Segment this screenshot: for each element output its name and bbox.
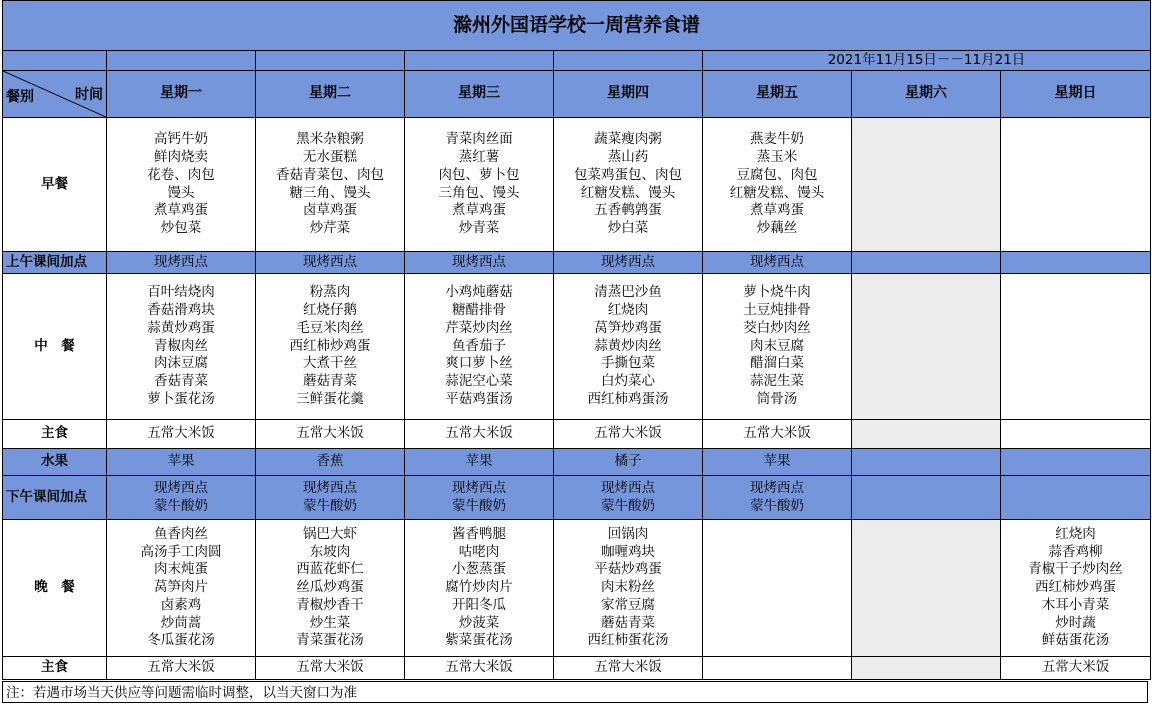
dish-item: 豆腐包、肉包 [736,166,818,183]
menu-cell: 五常大米饭 [256,420,405,449]
dish-item: 酱香鸭腿 [452,525,506,542]
dish-item: 肉末粉丝 [601,579,655,596]
day-header: 星期日 [1001,71,1151,118]
breakfast-row [3,118,1151,252]
empty-cell [852,118,1001,252]
menu-cell [405,520,554,657]
empty-cell [703,657,852,680]
dish-item: 煮草鸡蛋 [750,202,804,219]
menu-cell [1001,520,1151,657]
dish-item: 蒙牛酸奶 [750,497,804,514]
dish-item: 蒸红薯 [458,148,500,165]
dinner-staple-row [3,657,1151,680]
menu-cell [256,476,405,520]
dish-item: 莴笋肉片 [154,579,208,596]
dish-item: 现烤西点 [601,479,655,496]
menu-cell: 苹果 [405,449,554,476]
menu-cell [703,118,852,252]
dish-item: 紫菜蛋花汤 [445,632,513,649]
dish-item: 西红柿鸡蛋汤 [587,390,669,407]
dish-item: 红烧肉 [1055,525,1096,542]
meal-label: 晚 餐 [3,520,107,657]
menu-cell: 五常大米饭 [554,420,703,449]
empty-cell [1001,476,1151,520]
empty-cell [1001,252,1151,274]
dish-item: 卤素鸡 [160,596,202,613]
empty-cell [1001,420,1151,449]
dish-item: 炒白菜 [607,220,649,237]
dish-item: 红烧肉 [607,302,649,318]
dish-item: 平菇鸡蛋汤 [445,390,513,407]
menu-cell: 五常大米饭 [405,657,554,680]
dish-item: 冬瓜蛋花汤 [147,632,215,649]
dish-item: 包菜鸡蛋包、肉包 [574,166,682,183]
menu-title: 滁州外国语学校一周营养食谱 [3,1,1151,51]
menu-cell: 五常大米饭 [256,657,405,680]
dish-item: 青菜蛋花汤 [296,632,364,649]
day-header: 星期五 [703,71,852,118]
fruit-row [3,449,1151,476]
dish-item: 肉末豆腐 [750,337,804,354]
dish-item: 青椒干子炒肉丝 [1028,561,1123,578]
corner-time-label: 时间 [75,87,103,103]
dish-item: 鱼香茄子 [452,337,506,354]
menu-cell [107,476,256,520]
empty-cell [1001,449,1151,476]
dish-item: 粉蒸肉 [309,284,351,301]
dish-item: 清蒸巴沙鱼 [594,284,662,301]
dish-item: 百叶结烧肉 [147,284,215,301]
dish-item: 丝瓜炒鸡蛋 [296,579,364,596]
dish-item: 炒藕丝 [756,220,798,237]
dish-item: 无水蛋糕 [303,148,357,165]
dish-item: 蔬菜瘦肉粥 [594,131,662,148]
dish-item: 鲜菇蛋花汤 [1041,632,1110,649]
dish-item: 青椒肉丝 [154,337,208,354]
menu-cell: 现烤西点 [554,252,703,274]
menu-cell: 香蕉 [256,449,405,476]
morning-snack-row [3,252,1151,274]
dish-item: 小葱蒸蛋 [452,561,506,578]
menu-cell: 五常大米饭 [405,420,554,449]
dish-item: 红烧仔鹅 [303,302,357,318]
dish-item: 蒙牛酸奶 [303,497,357,514]
empty-cell [852,449,1001,476]
dish-item: 蒙牛酸奶 [154,497,208,514]
dish-item: 蒜泥生菜 [750,373,804,390]
dish-item: 肉沫豆腐 [154,355,208,372]
menu-cell [405,274,554,420]
day-header-row [3,71,1151,118]
menu-cell [703,274,852,420]
dish-item: 三角包、馒头 [438,184,520,201]
dish-item: 鲜肉烧卖 [154,148,208,165]
dish-item: 大煮干丝 [303,355,357,372]
dish-item: 红糖发糕、馒头 [729,184,825,201]
dish-item: 炒包菜 [160,220,202,237]
dish-item: 咕咾肉 [458,543,500,560]
empty-cell [852,520,1001,657]
menu-cell: 五常大米饭 [703,420,852,449]
dish-item: 糖醋排骨 [452,302,506,318]
dish-item: 现烤西点 [154,479,208,496]
dish-item: 现烤西点 [750,479,804,496]
dish-item: 炒茼蒿 [160,614,202,631]
dish-item: 青椒炒香干 [296,596,364,613]
dish-item: 红糖发糕、馒头 [580,184,676,201]
dish-item: 东坡肉 [309,543,351,560]
day-header: 星期二 [256,71,405,118]
meal-label: 中 餐 [3,274,107,420]
dish-item: 蒜黄炒鸡蛋 [147,319,215,336]
dish-item: 炒青菜 [458,220,500,237]
menu-cell [256,118,405,252]
footnote: 注：若遇市场当天供应等问题需临时调整，以当天窗口为准 [2,681,1148,703]
empty-cell [852,657,1001,680]
menu-sheet [2,0,1150,705]
meal-label: 水果 [3,449,107,476]
dish-item: 三鲜蛋花羹 [296,390,364,407]
menu-cell [405,118,554,252]
menu-cell: 五常大米饭 [554,657,703,680]
dish-item: 黑米杂粮粥 [296,131,364,148]
dish-item: 糖三角、馒头 [289,184,371,201]
dish-item: 莴笋炒鸡蛋 [594,319,662,336]
dish-item: 家常豆腐 [601,596,655,613]
menu-cell [554,118,703,252]
lunch-row [3,274,1151,420]
menu-cell: 现烤西点 [405,252,554,274]
menu-cell: 现烤西点 [107,252,256,274]
menu-cell: 五常大米饭 [107,657,256,680]
meal-label: 主食 [3,657,107,680]
menu-cell [554,274,703,420]
menu-cell: 五常大米饭 [1001,657,1151,680]
dish-item: 馒头 [167,184,195,201]
menu-cell: 苹果 [107,449,256,476]
dish-item: 蒜黄炒肉丝 [594,337,662,354]
meal-label: 主食 [3,420,107,449]
dish-item: 筒骨汤 [756,390,798,407]
dish-item: 木耳小青菜 [1041,596,1110,613]
corner-meal-label: 餐别 [6,89,34,106]
dish-item: 咖喱鸡块 [601,543,655,560]
menu-cell [405,476,554,520]
dish-item: 土豆炖排骨 [743,302,811,318]
menu-cell [107,520,256,657]
dish-item: 现烤西点 [452,479,506,496]
dish-item: 鱼香肉丝 [154,525,208,542]
dish-item: 萝卜烧牛肉 [743,284,811,301]
menu-cell [554,476,703,520]
dish-item: 五香鹌鹑蛋 [594,202,662,219]
lunch-staple-row [3,420,1151,449]
dish-item: 腐竹炒肉片 [445,579,513,596]
dish-item: 蒙牛酸奶 [601,497,655,514]
dish-item: 小鸡炖蘑菇 [445,284,513,301]
dish-item: 醋溜白菜 [750,355,804,372]
menu-cell: 橘子 [554,449,703,476]
dish-item: 肉末炖蛋 [154,561,208,578]
dish-item: 茭白炒肉丝 [743,319,811,336]
menu-cell [256,520,405,657]
dish-item: 现烤西点 [303,479,357,496]
afternoon-snack-row [3,476,1151,520]
empty-cell [703,520,852,657]
dish-item: 开阳冬瓜 [452,596,506,613]
weekly-menu-table [2,0,1151,680]
dish-item: 西红柿蛋花汤 [587,632,669,649]
dish-item: 炒菠菜 [458,614,500,631]
dish-item: 炒生菜 [309,614,351,631]
dish-item: 回锅肉 [607,525,649,542]
meal-label: 早餐 [3,118,107,252]
meal-label: 上午课间加点 [3,252,107,274]
dish-item: 白灼菜心 [601,373,655,390]
day-header: 星期四 [554,71,703,118]
empty-cell [852,252,1001,274]
dish-item: 煮草鸡蛋 [452,202,506,219]
dish-item: 西红柿炒鸡蛋 [289,337,371,354]
meal-label: 下午课间加点 [3,476,107,520]
dish-item: 锅巴大虾 [303,525,357,542]
dish-item: 香菇青菜包、肉包 [276,166,384,183]
dish-item: 萝卜蛋花汤 [147,390,215,407]
dish-item: 蒜香鸡柳 [1048,543,1103,560]
dish-item: 蒸玉米 [756,148,798,165]
dish-item: 芹菜炒肉丝 [445,319,513,336]
dish-item: 爽口萝卜丝 [445,355,513,372]
dish-item: 卤草鸡蛋 [303,202,357,219]
empty-cell [852,476,1001,520]
day-header: 星期一 [107,71,256,118]
empty-cell [1001,274,1151,420]
menu-cell: 现烤西点 [703,252,852,274]
menu-cell: 五常大米饭 [107,420,256,449]
menu-cell [107,274,256,420]
dish-item: 蒙牛酸奶 [452,497,506,514]
empty-cell [852,274,1001,420]
menu-cell [703,476,852,520]
dish-item: 蘑菇青菜 [601,614,655,631]
dish-item: 平菇炒鸡蛋 [594,561,662,578]
dish-item: 西红柿炒鸡蛋 [1035,579,1116,596]
menu-cell [107,118,256,252]
dish-item: 毛豆米肉丝 [296,319,364,336]
day-header: 星期三 [405,71,554,118]
dish-item: 蒜泥空心菜 [445,373,513,390]
dinner-row [3,520,1151,657]
dish-item: 肉包、萝卜包 [438,166,520,183]
dish-item: 蒸山药 [607,148,649,165]
dish-item: 燕麦牛奶 [750,131,804,148]
dish-item: 炒时蔬 [1055,614,1096,631]
day-header: 星期六 [852,71,1001,118]
empty-cell [852,420,1001,449]
menu-cell: 苹果 [703,449,852,476]
dish-item: 香菇滑鸡块 [147,302,215,318]
menu-cell [554,520,703,657]
corner-header [3,71,107,118]
dish-item: 煮草鸡蛋 [154,202,208,219]
dish-item: 高钙牛奶 [154,131,208,148]
dish-item: 蘑菇青菜 [303,373,357,390]
dish-item: 青菜肉丝面 [445,131,513,148]
empty-cell [1001,118,1151,252]
dish-item: 高汤手工肉圆 [140,543,222,560]
dish-item: 香菇青菜 [154,373,208,390]
menu-cell: 现烤西点 [256,252,405,274]
dish-item: 手撕包菜 [601,355,655,372]
dish-item: 花卷、肉包 [147,166,215,183]
date-range: 2021年11月15日－－11月21日 [703,51,1151,71]
dish-item: 炒芹菜 [309,220,351,237]
dish-item: 西蓝花虾仁 [296,561,364,578]
menu-cell [256,274,405,420]
